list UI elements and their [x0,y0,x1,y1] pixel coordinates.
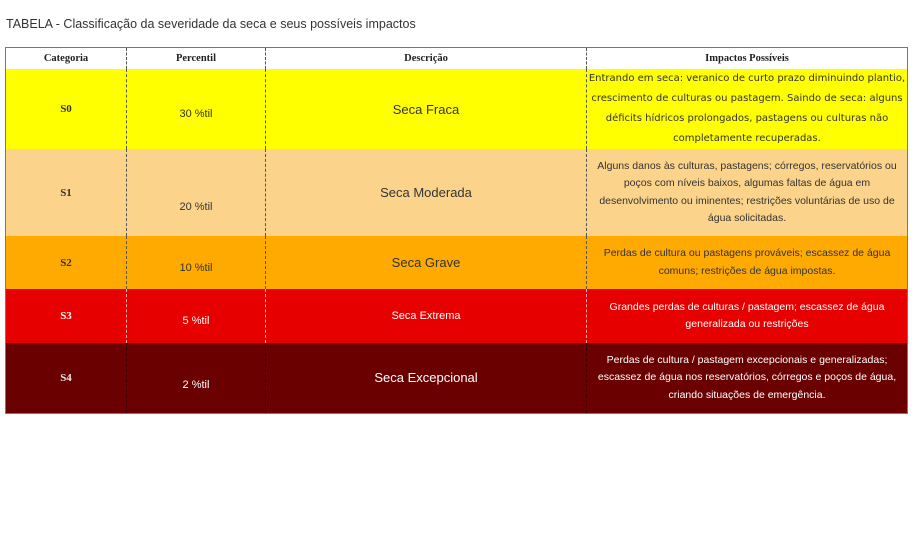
impacts-cell: Entrando em seca: veranico de curto prazo diminuindo plantio, crescimento de culturas ou pastagem. Saindo de seca: alguns déficits hídricos prolongados, pastagens ou culturas não completamente recuperadas. [587,69,908,149]
percentile-value: 10 %til [179,261,213,274]
description-cell: Seca Grave [266,236,587,289]
description-cell: Seca Moderada [266,149,587,236]
header-descricao: Descrição [266,48,587,70]
percentile-value: 2 %til [182,378,210,391]
impacts-cell: Perdas de cultura / pastagem excepcionais e generalizadas; escassez de água nos reservatórios, córregos e poços de água, criando situações de emergência. [587,343,908,413]
table-header-row [6,48,908,70]
category-cell: S2 [6,236,127,289]
description-cell: Seca Excepcional [266,343,587,413]
category-cell: S0 [6,69,127,149]
table-row-s2 [6,236,908,289]
category-cell: S3 [6,289,127,343]
percentile-cell [127,236,266,289]
table-row-s0 [6,69,908,149]
header-percentil: Percentil [127,48,266,70]
percentile-cell [127,149,266,236]
category-cell: S1 [6,149,127,236]
impacts-cell: Grandes perdas de culturas / pastagem; escassez de água generalizada ou restrições [587,289,908,343]
impacts-cell: Alguns danos às culturas, pastagens; córregos, reservatórios ou poços com níveis baixos, algumas faltas de água em desenvolvimento ou iminentes; restrições voluntárias de uso de água solicitadas. [587,149,908,236]
header-categoria: Categoria [6,48,127,70]
description-cell: Seca Extrema [266,289,587,343]
percentile-value: 20 %til [179,200,213,213]
category-cell: S4 [6,343,127,413]
drought-severity-table [5,47,908,414]
table-caption: TABELA - Classificação da severidade da seca e seus possíveis impactos [6,17,416,31]
percentile-value: 5 %til [182,315,210,327]
table-row-s1 [6,149,908,236]
table-row-s3 [6,289,908,343]
percentile-cell [127,289,266,343]
header-impactos: Impactos Possíveis [587,48,908,70]
impacts-cell: Perdas de cultura ou pastagens prováveis; escassez de água comuns; restrições de água impostas. [587,236,908,289]
description-cell: Seca Fraca [266,69,587,149]
percentile-cell [127,69,266,149]
percentile-cell [127,343,266,413]
percentile-value: 30 %til [179,108,213,120]
table-row-s4 [6,343,908,413]
